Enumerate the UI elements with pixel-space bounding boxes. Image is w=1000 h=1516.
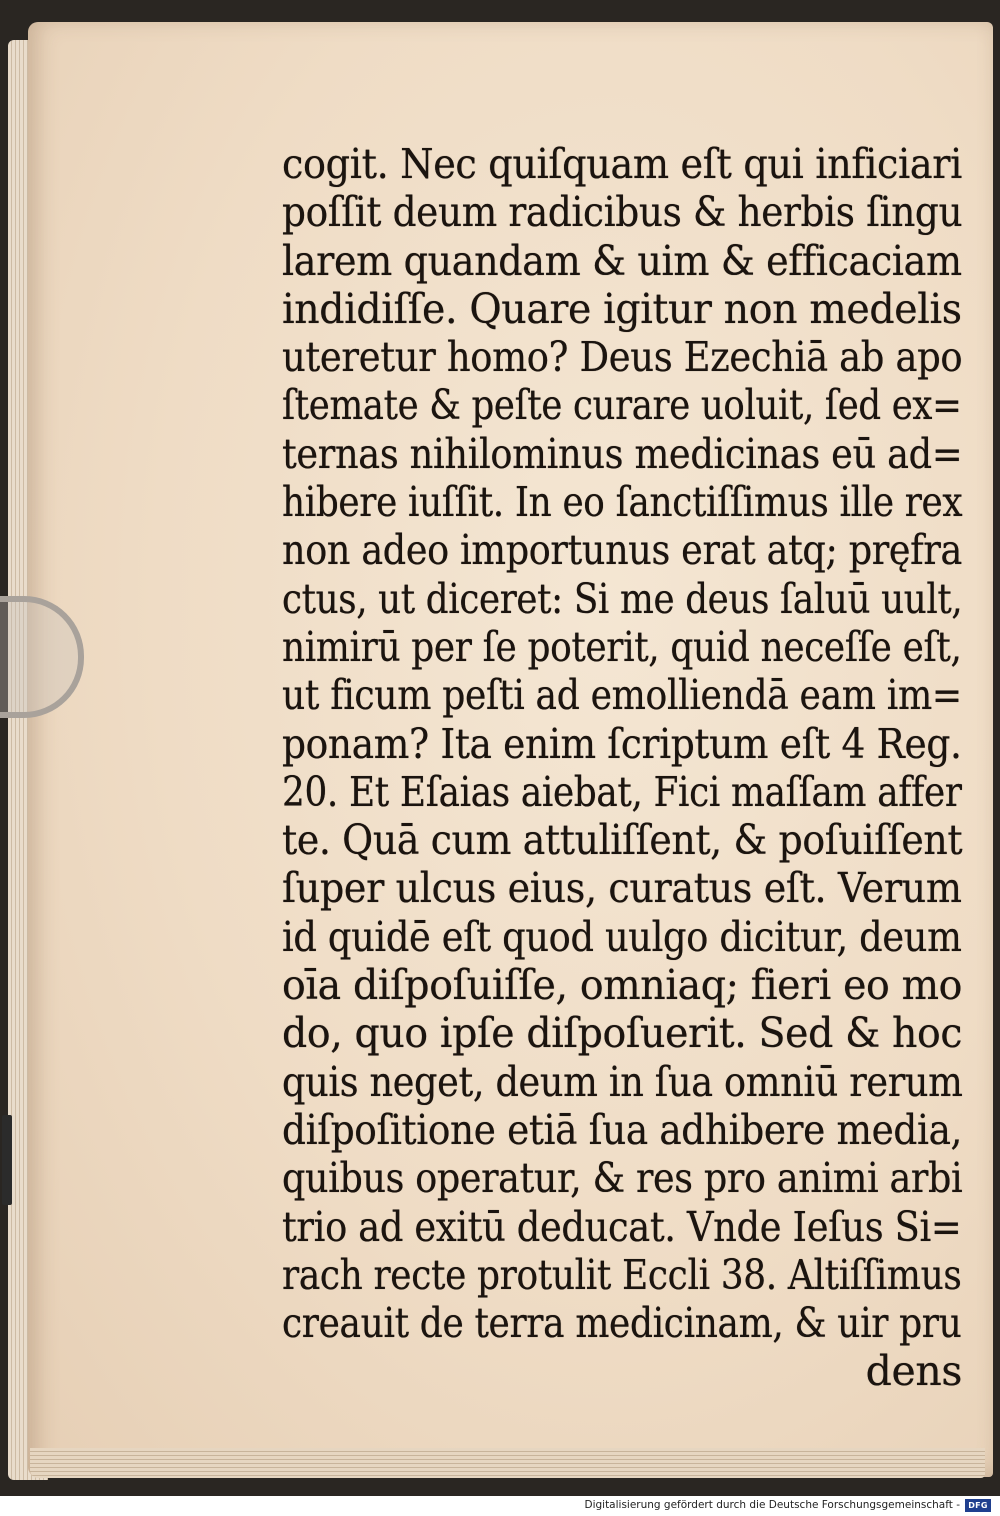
text-line: ut ficum peſti ad emolliendā eam im= bbox=[282, 671, 962, 720]
text-line: ſtemate & peſte curare uoluit, ſed ex= bbox=[282, 381, 962, 430]
text-line: trio ad exitū deducat. Vnde Ieſus Si= bbox=[282, 1202, 962, 1251]
text-line: quis neget, deum in ſua omniū rerum bbox=[282, 1057, 963, 1106]
text-line: indidiſſe. Quare igitur non medelis bbox=[282, 284, 962, 333]
text-line: ctus, ut diceret: Si me deus ſaluū uult, bbox=[282, 574, 963, 623]
text-line: ternas nihilominus medicinas eū ad= bbox=[282, 429, 963, 478]
text-line: quibus operatur, & res pro animi arbi bbox=[282, 1154, 963, 1203]
text-line: hibere iuſſit. In eo ſanctiſſimus ille rex bbox=[282, 478, 963, 527]
text-line: ponam? Ita enim ſcriptum eſt 4 Reg. bbox=[282, 719, 962, 768]
text-line: rach recte protulit Eccli 38. Altiſſimus bbox=[282, 1250, 962, 1299]
text-line: oīa diſpoſuiſſe, omniaq; fieri eo mo bbox=[282, 961, 963, 1010]
catchword: dens bbox=[865, 1347, 962, 1396]
text-line: non adeo importunus erat atq; pręfra bbox=[282, 526, 962, 575]
ribbon-marker bbox=[2, 1115, 12, 1205]
page-edges-bottom bbox=[30, 1448, 985, 1478]
text-line: te. Quā cum attuliſſent, & poſuiſſent bbox=[282, 816, 963, 865]
text-line: cogit. Nec quiſquam eſt qui inficiari bbox=[282, 140, 962, 188]
text-line: id quidē eſt quod uulgo dicitur, deum bbox=[282, 912, 962, 961]
text-line: poſſit deum radicibus & herbis ſingu bbox=[282, 188, 963, 237]
text-line: nimirū per ſe poterit, quid neceſſe eſt, bbox=[282, 622, 962, 671]
text-line: ſuper ulcus eius, curatus eſt. Verum bbox=[282, 864, 962, 913]
text-line: larem quandam & uim & efficaciam bbox=[282, 236, 962, 285]
text-line: do, quo ipſe diſpoſuerit. Sed & hoc bbox=[282, 1009, 963, 1058]
text-line: 20. Et Eſaias aiebat, Fici maſſam affer bbox=[282, 767, 962, 816]
text-line: diſpoſitione etiā ſua adhibere media, bbox=[282, 1105, 963, 1154]
dfg-logo-icon: DFG bbox=[965, 1499, 991, 1512]
text-block bbox=[282, 140, 962, 1396]
footer-bar bbox=[0, 1496, 1000, 1516]
text-line: uteretur homo? Deus Ezechiā ab apo bbox=[282, 333, 963, 382]
funding-credit: Digitalisierung gefördert durch die Deutsche Forschungsgemeinschaft - bbox=[584, 1499, 960, 1511]
text-line: creauit de terra medicinam, & uir pru bbox=[282, 1299, 962, 1348]
